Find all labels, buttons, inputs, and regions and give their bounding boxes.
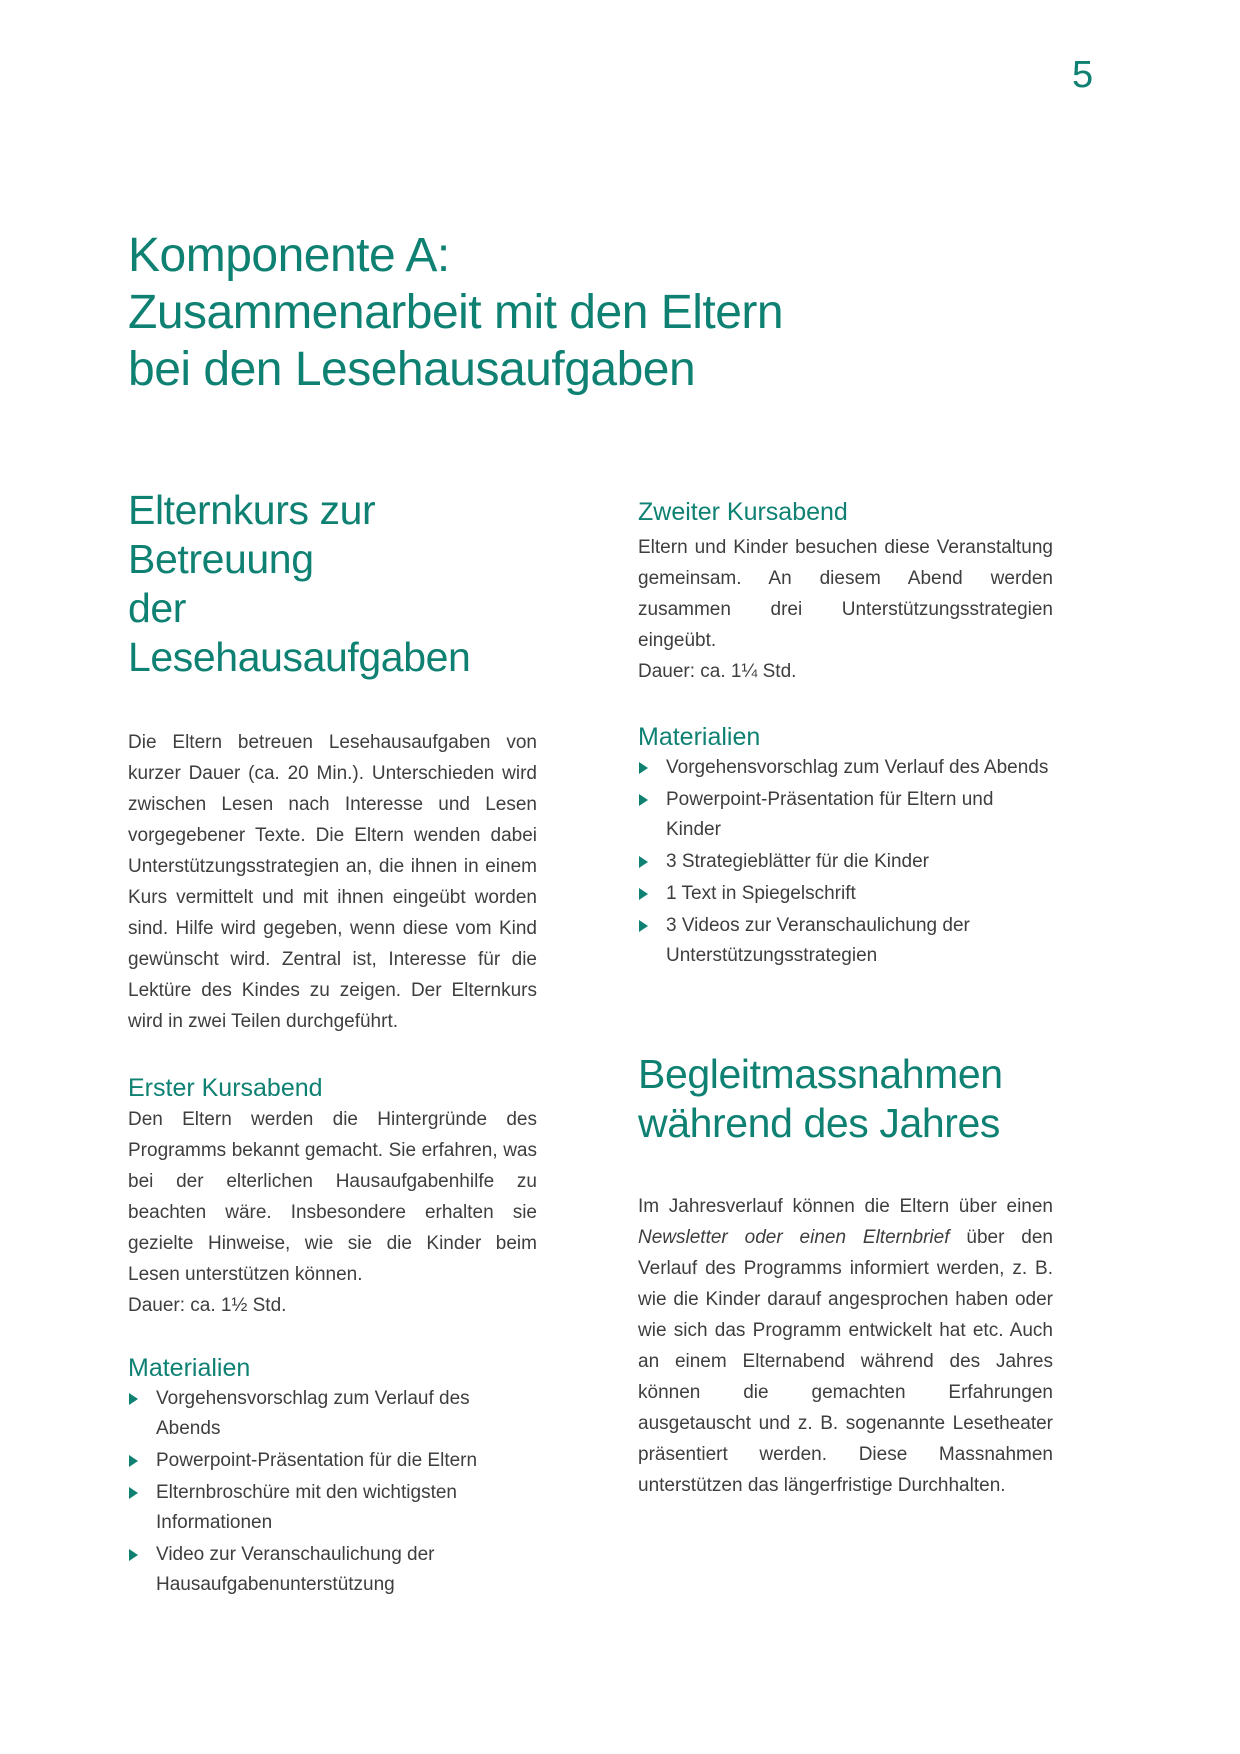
- bullet-arrow-icon: [639, 920, 648, 932]
- page-title: [128, 227, 1053, 398]
- section-heading-begleitmassnahmen: [638, 1050, 1053, 1148]
- list-item-text: Vorgehensvorschlag zum Verlauf des Abends: [666, 757, 1049, 778]
- subheading-erster-kursabend: Erster Kursabend: [128, 1074, 323, 1102]
- materials-heading-right: Materialien: [638, 723, 761, 751]
- section-heading-line-2: der Lesehausaufgaben: [128, 585, 471, 680]
- two-column-layout: [128, 486, 1053, 1600]
- list-item-text: Vorgehensvorschlag zum Verlauf des Abends: [156, 1388, 470, 1439]
- left-column: [128, 486, 537, 1600]
- bullet-arrow-icon: [129, 1487, 138, 1499]
- page-content: [128, 0, 1053, 1600]
- closing-paragraph-start: Im Jahresverlauf können die Eltern über einen: [638, 1196, 1053, 1217]
- page-title-line-2: Zusammenarbeit mit den Eltern: [128, 286, 784, 339]
- bullet-arrow-icon: [129, 1549, 138, 1561]
- list-item-text: Powerpoint-Präsentation für die Eltern: [156, 1450, 478, 1471]
- right-column: [638, 486, 1053, 1501]
- section-heading-elternkurs: [128, 486, 537, 682]
- subheading-zweiter-kursabend: Zweiter Kursabend: [638, 498, 848, 526]
- materials-list-right: [638, 753, 1053, 971]
- list-item-text: Powerpoint-Präsentation für Eltern und Kinder: [666, 789, 994, 840]
- closing-paragraph: [638, 1191, 1053, 1501]
- page-title-line-1: Komponente A:: [128, 229, 450, 282]
- second-evening-duration: Dauer: ca. 1¼ Std.: [638, 661, 797, 682]
- first-evening-paragraph: Den Eltern werden die Hintergründe des Programms bekannt gemacht. Sie erfahren, was bei der elterlichen Hausaufgabenhilfe zu beachten wäre. Insbesondere erhalten sie gezielte Hinweise, wie sie die Kinder beim Lesen unterstützen können.: [128, 1109, 537, 1285]
- page-title-line-3: bei den Lesehausaufgaben: [128, 343, 696, 396]
- list-item-text: Video zur Veranschaulichung der Hausaufgabenunterstützung: [156, 1544, 435, 1595]
- bullet-arrow-icon: [129, 1393, 138, 1405]
- list-item: [128, 1384, 537, 1444]
- list-item-text: 3 Strategieblätter für die Kinder: [666, 851, 929, 872]
- list-item: [128, 1446, 537, 1476]
- section-heading-line-2: während des Jahres: [638, 1100, 1001, 1146]
- page-number: 5: [1072, 54, 1094, 96]
- bullet-arrow-icon: [639, 856, 648, 868]
- first-evening-duration: Dauer: ca. 1½ Std.: [128, 1295, 287, 1316]
- list-item: [638, 879, 1053, 909]
- list-item-text: 1 Text in Spiegelschrift: [666, 883, 856, 904]
- list-item: [638, 911, 1053, 971]
- list-item: [638, 785, 1053, 845]
- bullet-arrow-icon: [639, 762, 648, 774]
- list-item: [128, 1540, 537, 1600]
- list-item: [128, 1478, 537, 1538]
- second-evening-paragraph: Eltern und Kinder besuchen diese Veranstaltung gemeinsam. An diesem Abend werden zusammen drei Unterstützungsstrategien eingeübt.: [638, 537, 1053, 651]
- bullet-arrow-icon: [129, 1455, 138, 1467]
- list-item: [638, 753, 1053, 783]
- bullet-arrow-icon: [639, 888, 648, 900]
- materials-list-left: [128, 1384, 537, 1600]
- intro-paragraph: Die Eltern betreuen Lesehausaufgaben von kurzer Dauer (ca. 20 Min.). Unterschieden wird zwischen Lesen nach Interesse und Lesen vorgegebener Texte. Die Eltern wenden dabei Unterstützungsstrategien an, die ihnen in einem Kurs vermittelt und mit ihnen eingeübt worden sind. Hilfe wird gegeben, wenn diese vom Kind gewünscht wird. Zentral ist, Interesse für die Lektüre des Kindes zu zeigen. Der Elternkurs wird in zwei Teilen durchgeführt.: [128, 732, 537, 1032]
- closing-paragraph-end: über den Verlauf des Programms informiert werden, z. B. wie die Kinder darauf angesprochen haben oder wie sich das Programm entwickelt hat etc. Auch an einem Elternabend während des Jahres können die gemachten Erfahrungen ausgetauscht und z. B. sogenannte Lesetheater präsentiert werden. Diese Massnahmen unterstützen das längerfristige Durchhalten.: [638, 1227, 1053, 1496]
- list-item: [638, 847, 1053, 877]
- newsletter-italic-text: Newsletter oder einen Elternbrief: [638, 1227, 950, 1248]
- list-item-text: Elternbroschüre mit den wichtigsten Informationen: [156, 1482, 457, 1533]
- bullet-arrow-icon: [639, 794, 648, 806]
- section-heading-line-1: Begleitmassnahmen: [638, 1051, 1003, 1097]
- section-heading-line-1: Elternkurs zur Betreuung: [128, 487, 376, 582]
- list-item-text: 3 Videos zur Veranschaulichung der Unterstützungsstrategien: [666, 915, 970, 966]
- materials-heading-left: Materialien: [128, 1354, 251, 1382]
